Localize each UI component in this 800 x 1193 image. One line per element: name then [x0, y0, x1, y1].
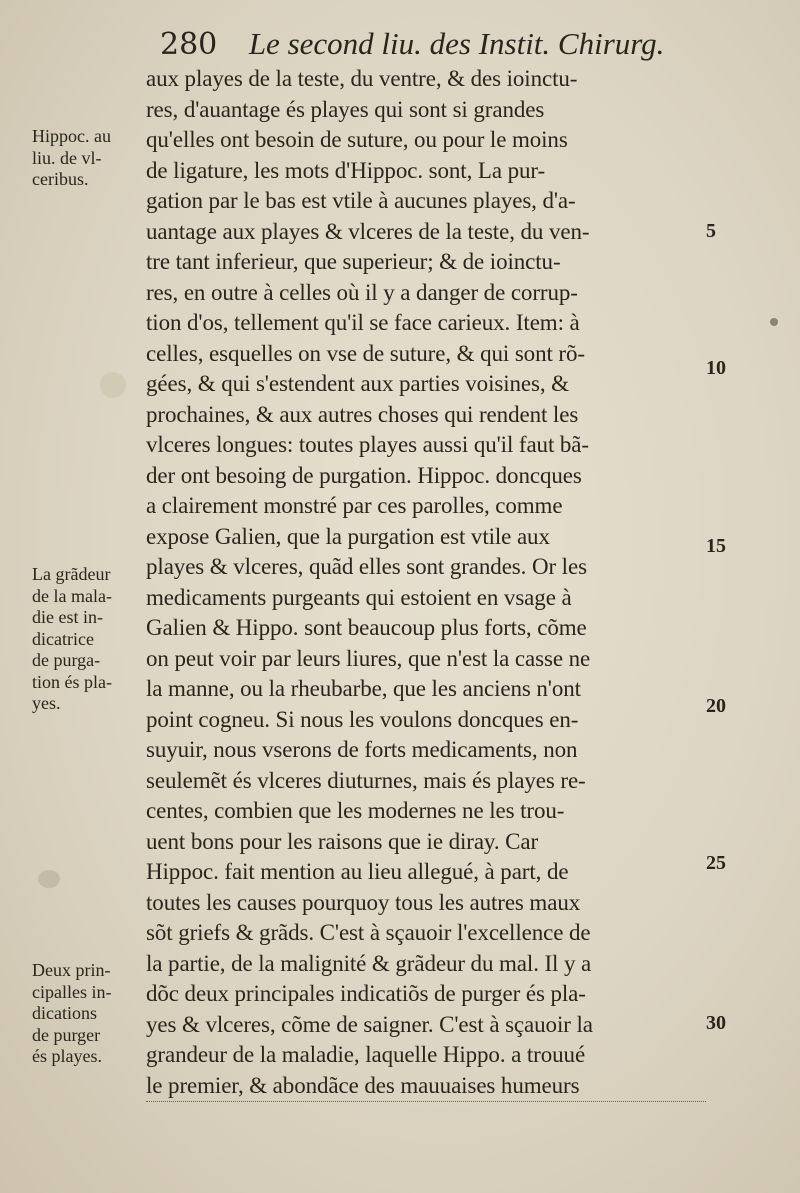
margin-note-line: dicatrice — [32, 628, 94, 649]
text-line: Hippoc. fait mention au lieu allegué, à part, de — [146, 859, 569, 884]
main-text-block — [146, 64, 706, 1102]
text-line: res, d'auantage és playes qui sont si grandes — [146, 96, 545, 122]
margin-note-line: de la mala- — [32, 585, 112, 606]
margin-note-line: ceribus. — [32, 169, 89, 189]
text-line: la manne, ou la rheubarbe, que les anciens n'ont — [146, 676, 581, 701]
text-line: dõc deux principales indicatiõs de purger és pla- — [146, 981, 586, 1006]
text-line: a clairement monstré par ces parolles, comme — [146, 493, 563, 518]
ink-dot — [770, 318, 778, 326]
margin-note-line: de purger — [32, 1024, 101, 1045]
text-line: gation par le bas est vtile à aucunes playes, d'a- — [146, 188, 576, 213]
text-line: uantage aux playes & vlceres de la teste, du ven- — [146, 218, 590, 244]
text-line: res, en outre à celles où il y a danger de corrup- — [146, 279, 578, 305]
text-line: suyuir, nous vserons de forts medicaments, non — [146, 737, 578, 762]
text-line: prochaines, & aux autres choses qui rendent les — [146, 401, 579, 427]
margin-note-line: yes. — [32, 693, 61, 713]
margin-note-line: die est in- — [32, 607, 103, 627]
text-line: grandeur de la maladie, laquelle Hippo. a trouué — [146, 1042, 586, 1067]
text-line: vlceres longues: toutes playes aussi qu'il faut bã- — [146, 432, 589, 457]
text-line: sõt griefs & grãds. C'est à sçauoir l'excellence de — [146, 920, 591, 945]
text-line: tion d'os, tellement qu'il se face carieux. Item: à — [146, 310, 580, 335]
margin-note-hippocrates — [32, 126, 152, 191]
text-line: Galien & Hippo. sont beaucoup plus forts, cõme — [146, 615, 587, 640]
margin-note-line: liu. de vl- — [32, 147, 102, 168]
line-number-10: 10 — [706, 357, 726, 379]
margin-note-line: cipalles in- — [32, 981, 112, 1002]
text-line: on peut voir par leurs liures, que n'est la casse ne — [146, 645, 591, 671]
line-number-15: 15 — [706, 535, 726, 557]
text-line: la partie, de la malignité & grãdeur du mal. Il y a — [146, 950, 592, 976]
text-line: centes, combien que les modernes ne les trou- — [146, 798, 565, 823]
text-line: der ont besoing de purgation. Hippoc. doncques — [146, 462, 582, 488]
running-header — [160, 24, 680, 64]
line-number-20: 20 — [706, 695, 726, 717]
line-number-30: 30 — [706, 1012, 726, 1034]
text-line: toutes les causes pourquoy tous les autres maux — [146, 889, 581, 915]
margin-note-line: de purga- — [32, 650, 101, 670]
margin-note-line: tion és pla- — [32, 671, 112, 692]
text-line: playes & vlceres, quãd elles sont grandes. Or les — [146, 554, 587, 579]
margin-note-line: és playes. — [32, 1046, 102, 1066]
ink-stain — [38, 870, 60, 888]
line-number-25: 25 — [706, 852, 726, 874]
margin-note-line: La grãdeur — [32, 564, 111, 584]
margin-note-line: Deux prin- — [32, 960, 111, 980]
margin-note-line: dications — [32, 1003, 97, 1023]
text-line: point cogneu. Si nous les voulons doncques en- — [146, 706, 579, 732]
text-line: aux playes de la teste, du ventre, & des ioinctu- — [146, 66, 578, 91]
margin-note-grandeur — [32, 564, 152, 715]
text-line: de ligature, les mots d'Hippoc. sont, La pur- — [146, 157, 546, 183]
text-line: tre tant inferieur, que superieur; & de ioinctu- — [146, 249, 561, 274]
text-line: le premier, & abondãce des mauuaises humeurs — [146, 1071, 706, 1103]
text-line: celles, esquelles on vse de suture, & qui sont rõ- — [146, 340, 585, 366]
text-line: qu'elles ont besoin de suture, ou pour le moins — [146, 127, 568, 152]
text-line: yes & vlceres, cõme de saigner. C'est à sçauoir la — [146, 1011, 593, 1037]
text-line: medicaments purgeants qui estoient en vsage à — [146, 584, 572, 610]
margin-note-indications — [32, 960, 152, 1068]
text-line: uent bons pour les raisons que ie diray. Car — [146, 828, 539, 854]
margin-note-line: Hippoc. au — [32, 126, 111, 146]
running-title: Le second liu. des Instit. Chirurg. — [248, 26, 665, 61]
line-number-5: 5 — [706, 220, 716, 242]
text-line: gées, & qui s'estendent aux parties voisines, & — [146, 371, 569, 396]
text-line: expose Galien, que la purgation est vtile aux — [146, 523, 550, 549]
page-number: 280 — [160, 27, 218, 62]
text-line: seulemẽt és vlceres diuturnes, mais és playes re- — [146, 767, 586, 793]
paper-stain — [100, 372, 126, 398]
